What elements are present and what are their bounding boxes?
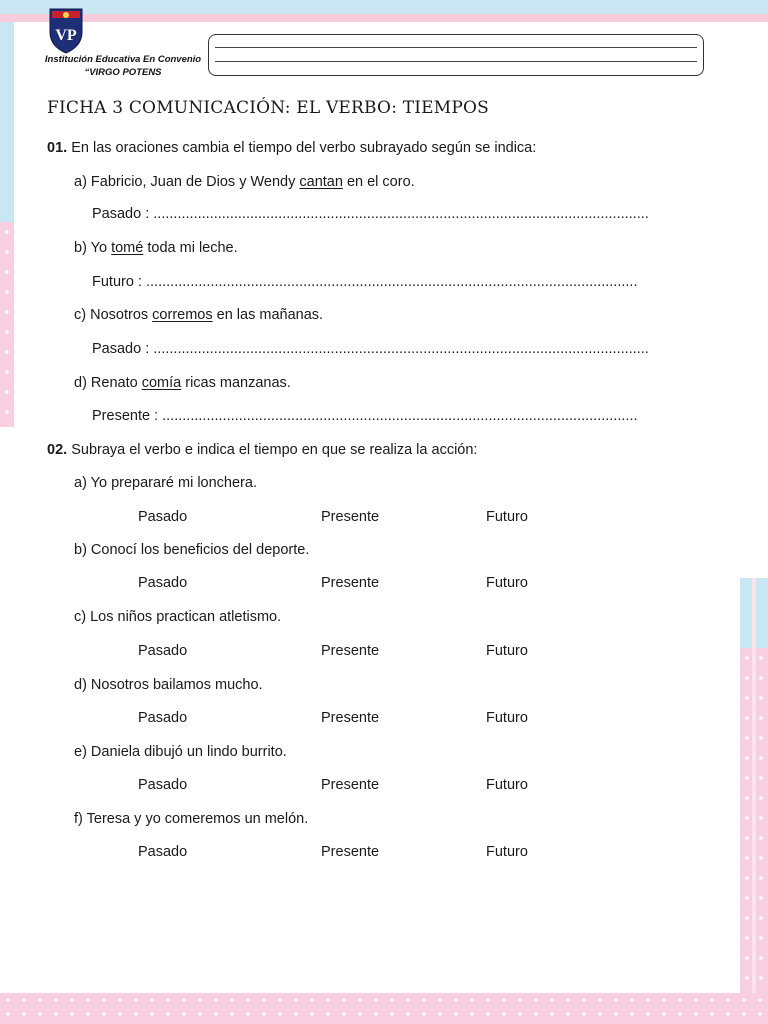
- page-title: FICHA 3 COMUNICACIÓN: EL VERBO: TIEMPOS: [47, 98, 490, 118]
- name-line-1: [215, 47, 697, 48]
- q1-answer-d[interactable]: Presente : ......................................................................................................................: [92, 408, 638, 424]
- q1-answer-b[interactable]: Futuro : ..........................................................................................................................: [92, 274, 638, 290]
- q2-instruction: Subraya el verbo e indica el tiempo en que se realiza la acción:: [71, 442, 478, 458]
- option-pasado[interactable]: Pasado: [138, 575, 188, 591]
- option-pasado[interactable]: Pasado: [138, 844, 188, 860]
- q2-item-c: c) Los niños practican atletismo.: [74, 609, 282, 625]
- q1-item-d: d) Renato comía ricas manzanas.: [74, 375, 291, 391]
- q2-item-b: b) Conocí los beneficios del deporte.: [74, 542, 310, 558]
- institution-line-1: Institución Educativa En Convenio: [44, 54, 202, 65]
- underlined-verb: comía: [141, 375, 182, 391]
- underlined-verb: tomé: [111, 240, 144, 256]
- option-futuro[interactable]: Futuro: [486, 575, 528, 591]
- option-presente[interactable]: Presente: [321, 575, 380, 591]
- option-presente[interactable]: Presente: [321, 710, 380, 726]
- q2-item-d: d) Nosotros bailamos mucho.: [74, 677, 263, 693]
- option-presente[interactable]: Presente: [321, 777, 380, 793]
- border-left-pink-dotted: [0, 222, 14, 427]
- option-futuro[interactable]: Futuro: [486, 643, 528, 659]
- option-presente[interactable]: Presente: [321, 509, 380, 525]
- option-presente[interactable]: Presente: [321, 643, 380, 659]
- underlined-verb: corremos: [152, 307, 213, 323]
- q1-heading: [47, 140, 536, 156]
- underlined-verb: cantan: [299, 174, 343, 190]
- institution-name: [38, 53, 208, 79]
- option-presente[interactable]: Presente: [321, 844, 380, 860]
- q1-item-b: b) Yo tomé toda mi leche.: [74, 240, 238, 256]
- option-futuro[interactable]: Futuro: [486, 509, 528, 525]
- q1-item-a: a) Fabricio, Juan de Dios y Wendy cantan en el coro.: [74, 174, 415, 190]
- q2-item-e: e) Daniela dibujó un lindo burrito.: [74, 744, 287, 760]
- border-right-stripe: [752, 578, 756, 993]
- q2-number: 02.: [47, 442, 68, 458]
- option-pasado[interactable]: Pasado: [138, 777, 188, 793]
- border-left-blue: [0, 22, 14, 222]
- q1-answer-c[interactable]: Pasado : ...........................................................................................................................: [92, 341, 649, 357]
- q1-item-c: c) Nosotros corremos en las mañanas.: [74, 307, 324, 323]
- student-name-box[interactable]: [208, 34, 704, 76]
- name-line-2: [215, 61, 697, 62]
- q2-item-a: a) Yo prepararé mi lonchera.: [74, 475, 257, 491]
- logo-letters: VP: [55, 27, 77, 44]
- q1-number: 01.: [47, 140, 68, 156]
- institution-line-2: “VIRGO POTENS: [84, 67, 162, 78]
- q1-instruction: En las oraciones cambia el tiempo del verbo subrayado según se indica:: [71, 140, 537, 156]
- option-futuro[interactable]: Futuro: [486, 777, 528, 793]
- option-futuro[interactable]: Futuro: [486, 844, 528, 860]
- option-pasado[interactable]: Pasado: [138, 710, 188, 726]
- q2-item-f: f) Teresa y yo comeremos un melón.: [74, 811, 309, 827]
- option-pasado[interactable]: Pasado: [138, 509, 188, 525]
- border-top-pink: [0, 14, 768, 22]
- q1-answer-a[interactable]: Pasado : ...........................................................................................................................: [92, 206, 649, 222]
- border-top-blue: [0, 0, 768, 14]
- option-futuro[interactable]: Futuro: [486, 710, 528, 726]
- option-pasado[interactable]: Pasado: [138, 643, 188, 659]
- q2-heading: [47, 442, 477, 458]
- school-shield-logo: [47, 6, 85, 54]
- border-bottom-pink-dotted: [0, 993, 768, 1024]
